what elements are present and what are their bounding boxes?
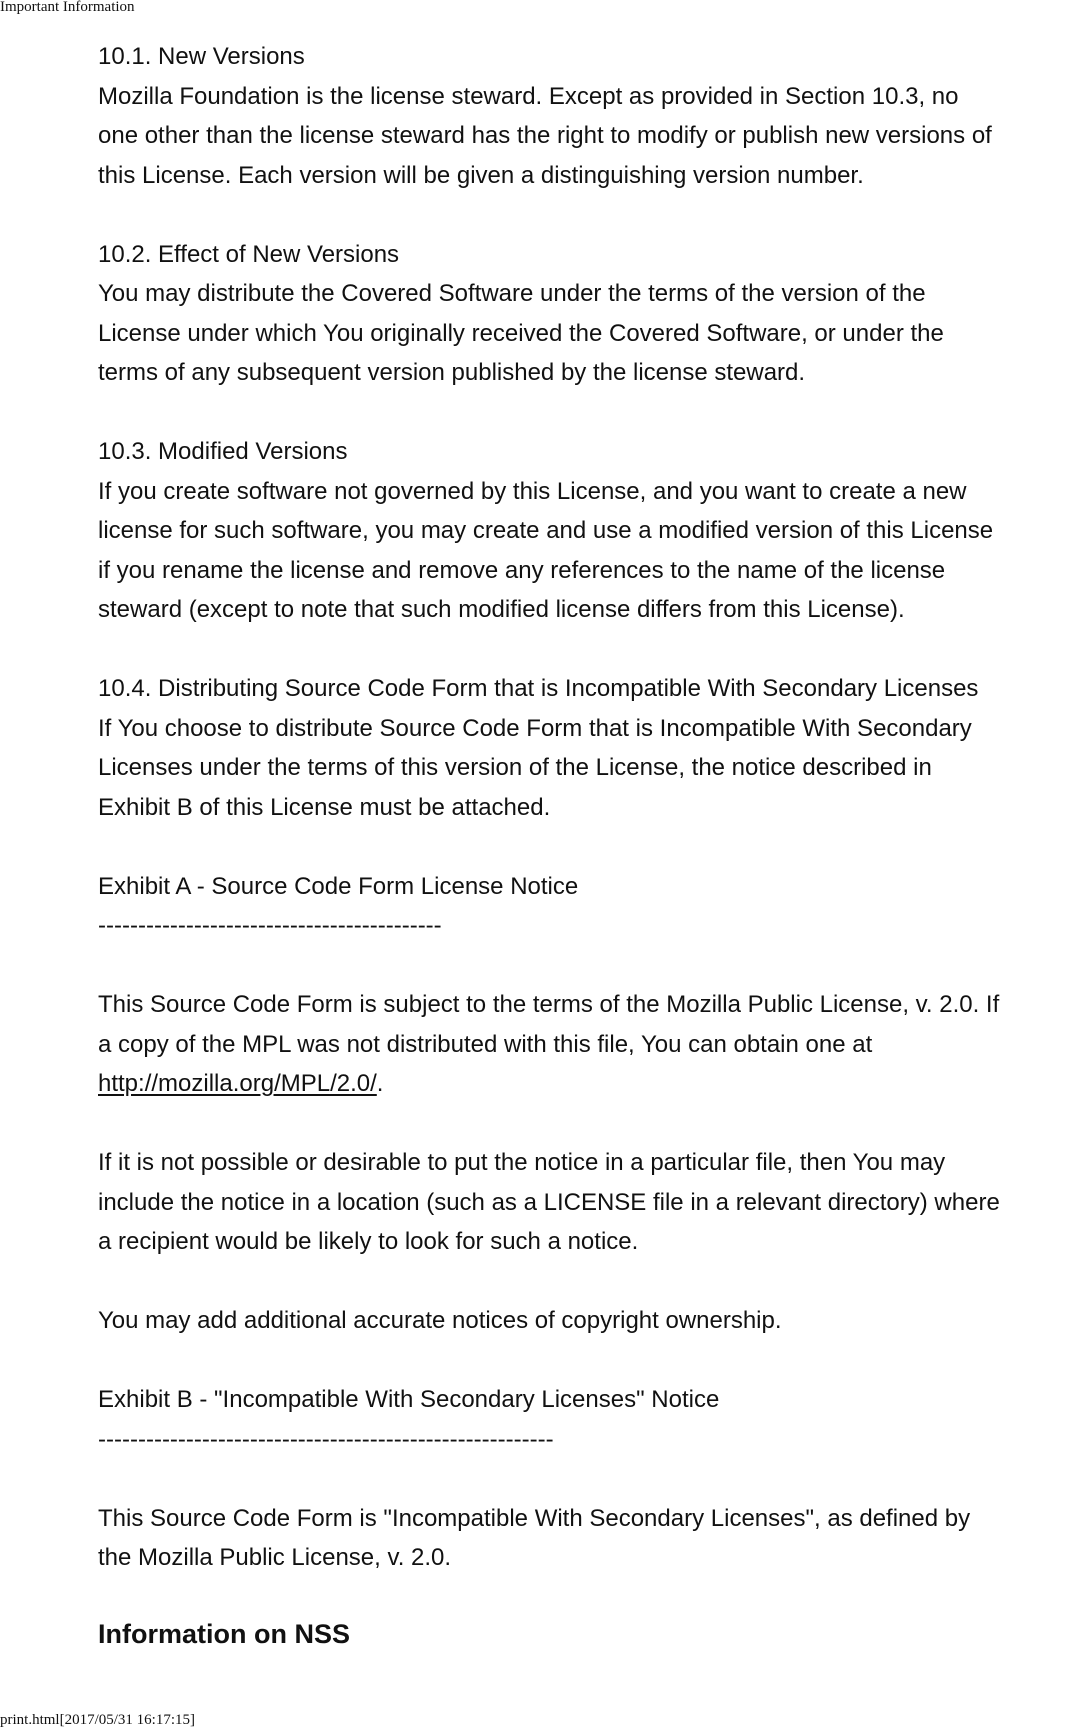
section-10-1-line-3: this License. Each version will be given a distinguishing version number. xyxy=(98,161,864,189)
section-10-4-line-3: Exhibit B of this License must be attached. xyxy=(98,793,551,821)
section-10-1-line-1: Mozilla Foundation is the license steward. Except as provided in Section 10.3, no xyxy=(98,82,959,110)
section-10-1-new-versions xyxy=(98,37,1090,195)
section-10-4-line-2: Licenses under the terms of this version of the License, the notice described in xyxy=(98,754,932,781)
exhibit-a-copyright-line: You may add additional accurate notices of copyright ownership. xyxy=(98,1307,782,1334)
section-10-4-incompatible-source-code xyxy=(98,669,1090,827)
exhibit-b-notice xyxy=(98,1499,1090,1578)
print-footer-source: print.html[2017/05/31 16:17:15] xyxy=(0,1712,195,1728)
exhibit-a-notice-line-1: This Source Code Form is subject to the terms of the Mozilla Public License, v. 2.0. If xyxy=(98,991,1000,1018)
section-10-4-heading: 10.4. Distributing Source Code Form that is Incompatible With Secondary Licenses xyxy=(98,675,979,702)
section-10-3-line-1: If you create software not governed by this License, and you want to create a new xyxy=(98,477,967,505)
section-10-3-line-4: steward (except to note that such modified license differs from this License). xyxy=(98,596,905,623)
exhibit-a-heading: Exhibit A - Source Code Form License Notice xyxy=(98,872,579,900)
section-10-3-line-2: license for such software, you may create and use a modified version of this License xyxy=(98,517,994,544)
exhibit-a-link-line xyxy=(98,1064,1090,1104)
information-on-nss-heading: Information on NSS xyxy=(98,1619,350,1649)
section-10-2-line-3: terms of any subsequent version published by the license steward. xyxy=(98,359,806,386)
exhibit-b-heading-block xyxy=(98,1380,1090,1459)
section-10-3-heading: 10.3. Modified Versions xyxy=(98,438,348,465)
exhibit-a-alternate-line-3: a recipient would be likely to look for such a notice. xyxy=(98,1228,639,1255)
exhibit-b-heading: Exhibit B - "Incompatible With Secondary Licenses" Notice xyxy=(98,1386,720,1413)
mpl-license-link[interactable]: http://mozilla.org/MPL/2.0/ xyxy=(98,1070,377,1097)
exhibit-a-heading-block xyxy=(98,867,1090,946)
exhibit-a-alternate-location xyxy=(98,1143,1090,1262)
exhibit-b-line-1: This Source Code Form is "Incompatible With Secondary Licenses", as defined by xyxy=(98,1504,971,1532)
exhibit-b-line-2: the Mozilla Public License, v. 2.0. xyxy=(98,1544,452,1571)
exhibit-a-alternate-line-2: include the notice in a location (such as a LICENSE file in a relevant directory) where xyxy=(98,1188,1000,1216)
exhibit-b-rule: --------------------------------------------------------- xyxy=(98,1425,554,1453)
section-10-1-heading: 10.1. New Versions xyxy=(98,43,305,70)
exhibit-a-link-suffix: . xyxy=(376,1070,384,1097)
section-10-2-heading: 10.2. Effect of New Versions xyxy=(98,240,400,268)
section-10-3-modified-versions xyxy=(98,432,1090,630)
exhibit-a-rule: ------------------------------------------- xyxy=(98,912,442,939)
section-10-2-effect-of-new-versions xyxy=(98,235,1090,393)
license-document-content xyxy=(98,37,1090,1673)
exhibit-a-copyright-note xyxy=(98,1301,1090,1341)
print-header-title: Important Information xyxy=(0,0,135,15)
exhibit-a-notice-line-2: a copy of the MPL was not distributed with this file, You can obtain one at xyxy=(98,1030,873,1058)
exhibit-a-alternate-line-1: If it is not possible or desirable to put the notice in a particular file, then You may xyxy=(98,1149,946,1176)
section-10-1-line-2: one other than the license steward has the right to modify or publish new versions of xyxy=(98,122,992,149)
section-10-2-line-1: You may distribute the Covered Software under the terms of the version of the xyxy=(98,280,926,307)
section-10-4-line-1: If You choose to distribute Source Code Form that is Incompatible With Secondary xyxy=(98,714,972,742)
section-10-3-line-3: if you rename the license and remove any references to the name of the license xyxy=(98,556,946,584)
section-10-2-line-2: License under which You originally received the Covered Software, or under the xyxy=(98,319,944,347)
exhibit-a-notice xyxy=(98,985,1090,1104)
